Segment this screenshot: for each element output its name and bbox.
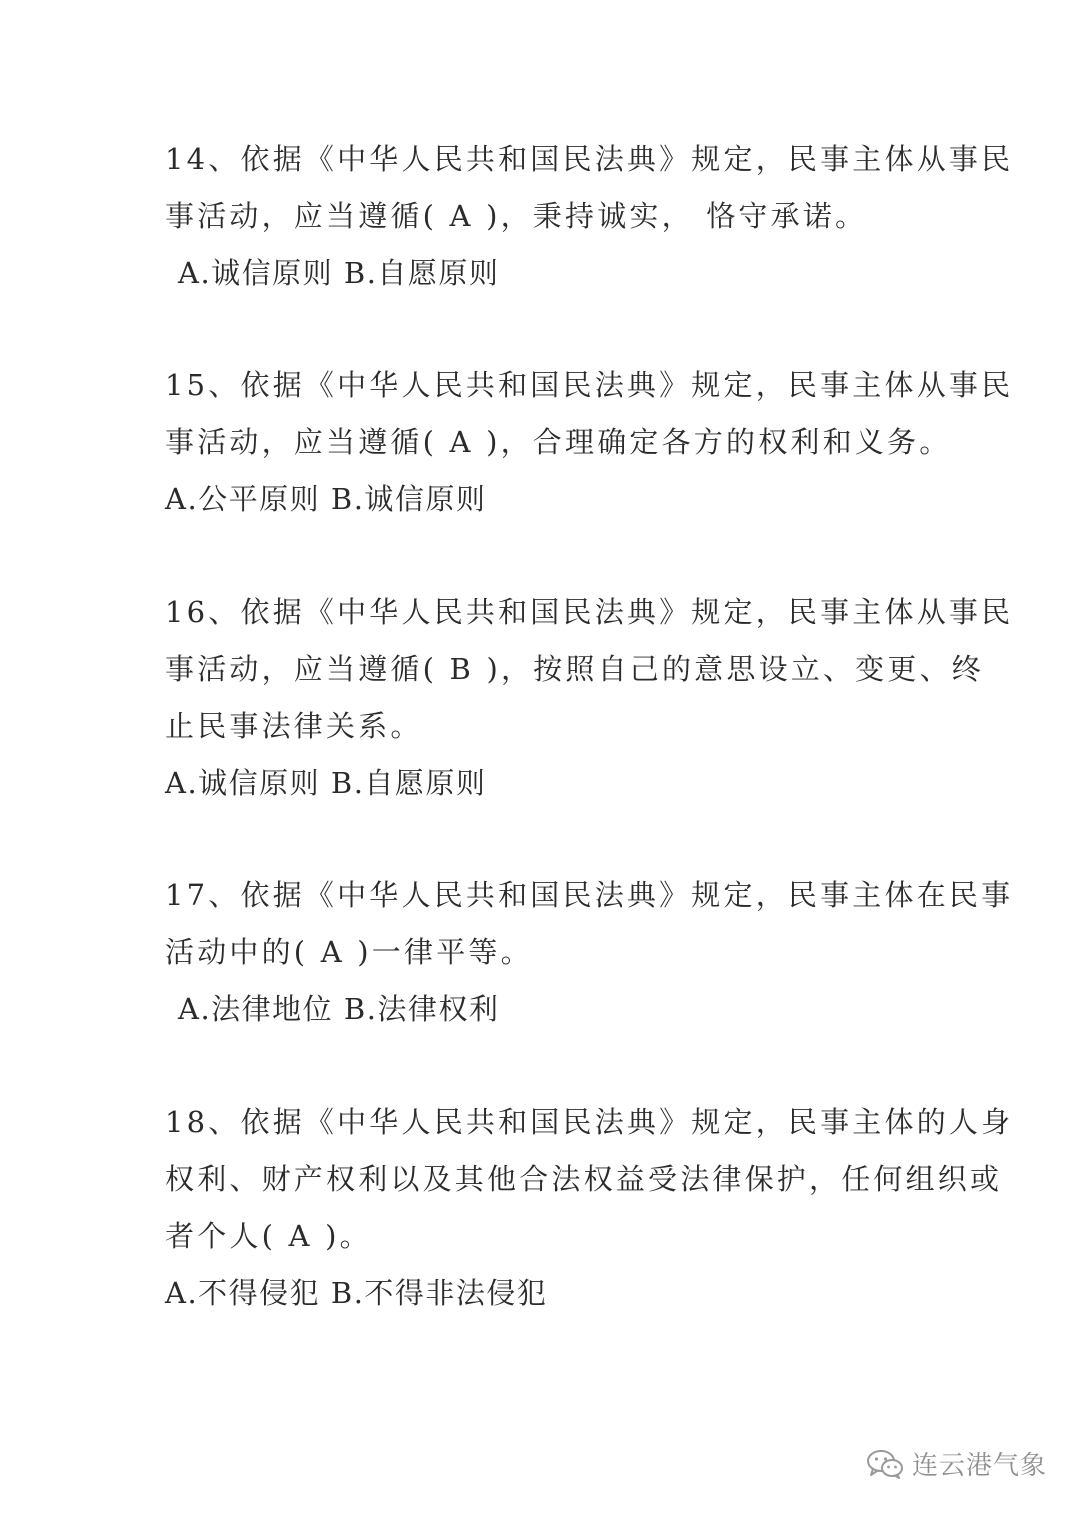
question-18 (165, 1094, 1014, 1322)
question-text-line: 16、依据《中华人民共和国民法典》规定，民事主体从事民 (165, 595, 1014, 629)
question-text-line: 事活动，应当遵循( A )，合理确定各方的权利和义务。 (165, 425, 952, 459)
answer-options: A.诚信原则 B.自愿原则 (165, 766, 487, 800)
question-text-line: 15、依据《中华人民共和国民法典》规定，民事主体从事民 (165, 368, 1014, 402)
question-14 (165, 131, 1014, 302)
answer-options: A.公平原则 B.诚信原则 (165, 482, 487, 516)
answer-options: A.不得侵犯 B.不得非法侵犯 (165, 1276, 548, 1310)
question-text-line: 止民事法律关系。 (165, 709, 423, 743)
question-text-line: 18、依据《中华人民共和国民法典》规定，民事主体的人身 (165, 1105, 1014, 1139)
question-15 (165, 357, 1014, 528)
answer-options: A.法律地位 B.法律权利 (178, 992, 500, 1026)
watermark (866, 1445, 1047, 1482)
wechat-icon (866, 1449, 904, 1479)
question-17 (165, 867, 1014, 1038)
question-text-line: 14、依据《中华人民共和国民法典》规定，民事主体从事民 (165, 142, 1014, 176)
question-text-line: 活动中的( A )一律平等。 (165, 935, 533, 969)
question-text-line: 者个人( A )。 (165, 1219, 372, 1253)
question-text-line: 17、依据《中华人民共和国民法典》规定，民事主体在民事 (165, 878, 1014, 912)
answer-options: A.诚信原则 B.自愿原则 (178, 256, 500, 290)
question-text-line: 事活动，应当遵循( A )，秉持诚实， 恪守承诺。 (165, 199, 868, 233)
watermark-text: 连云港气象 (912, 1451, 1048, 1481)
question-text-line: 权利、财产权利以及其他合法权益受法律保护，任何组织或 (165, 1162, 1003, 1196)
question-16 (165, 584, 1014, 812)
question-text-line: 事活动，应当遵循( B )，按照自己的意思设立、变更、终 (165, 652, 984, 686)
